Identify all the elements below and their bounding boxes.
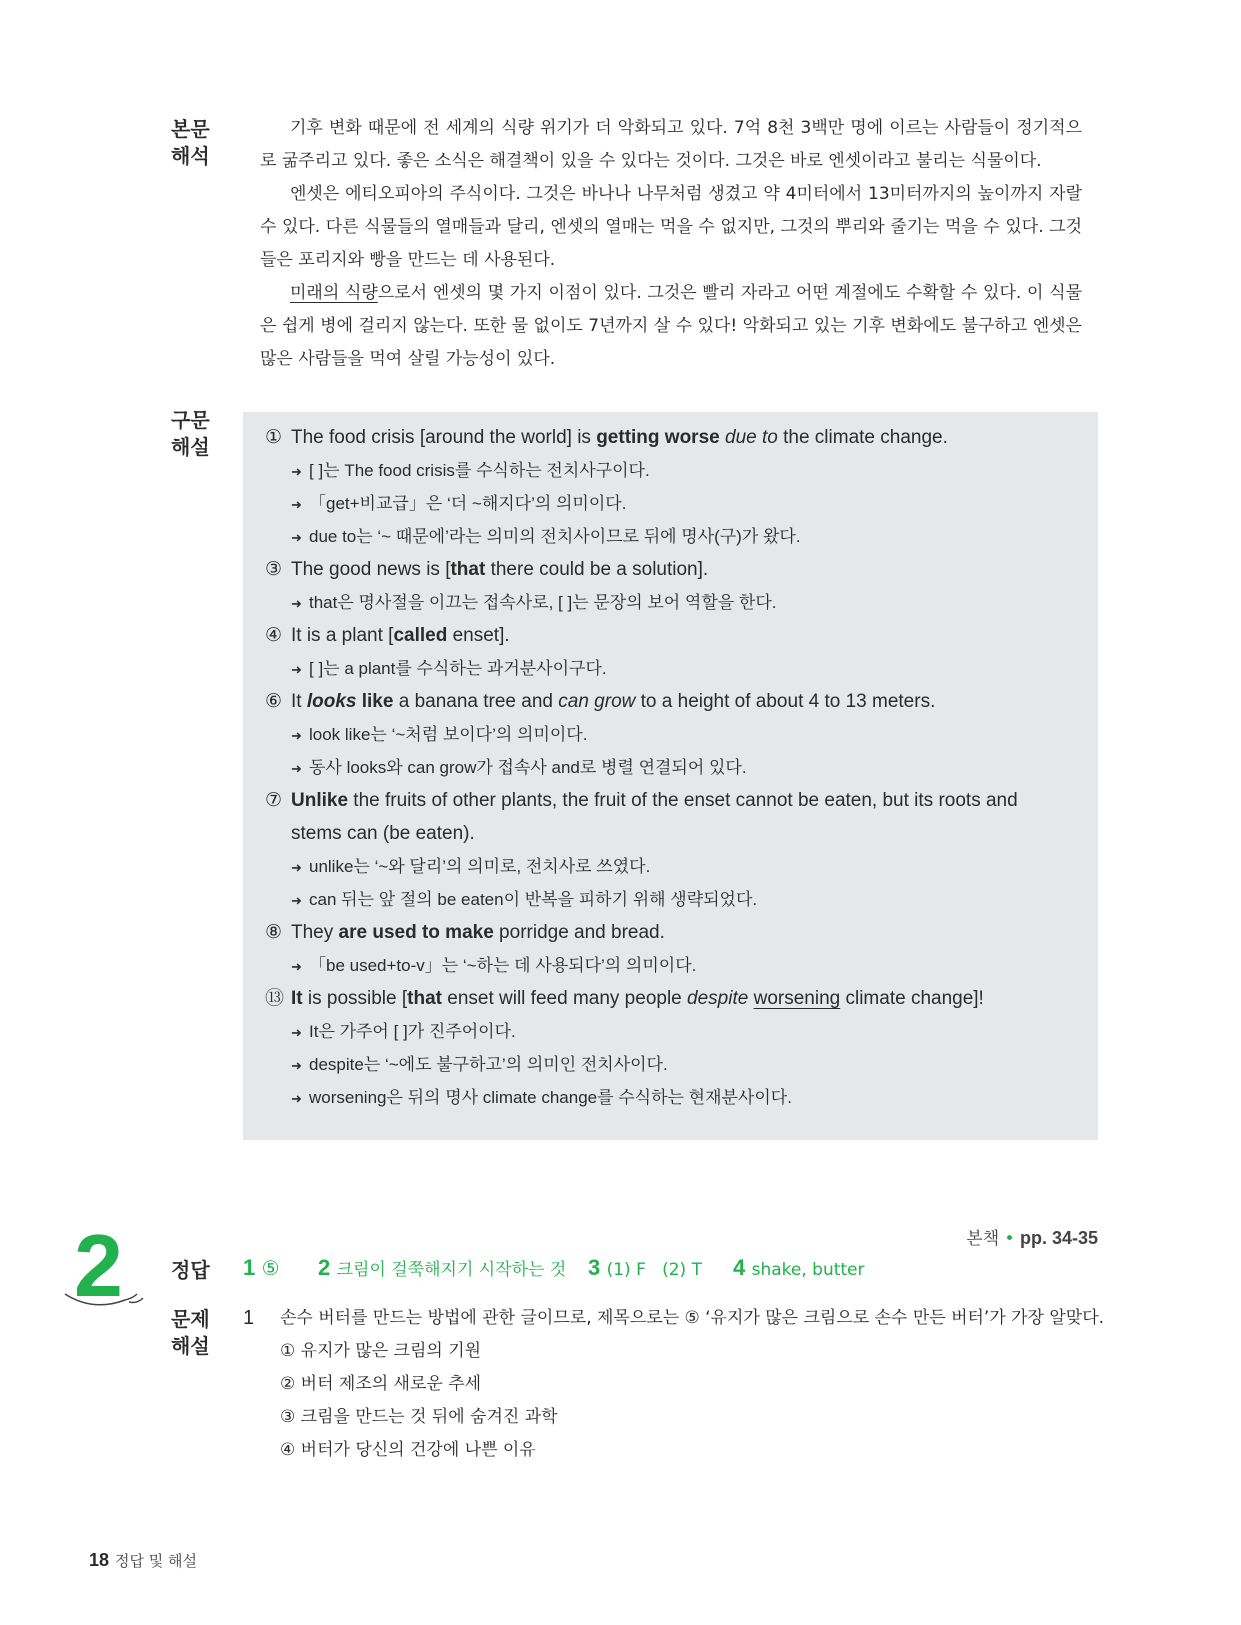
answer-text: ⑤: [261, 1256, 280, 1280]
sentence-underlined: worsening: [753, 988, 841, 1009]
option-text: ① 유지가 많은 크림의 기원: [280, 1341, 482, 1361]
option-text: ③ 크림을 만드는 것 뒤에 숨겨진 과학: [280, 1407, 558, 1427]
option-text: ② 버터 제조의 새로운 추세: [280, 1374, 482, 1394]
grammar-note-text: [ ]는 a plant를 수식하는 과거분사이구다.: [309, 659, 607, 678]
sentence-bold: Unlike: [291, 790, 349, 811]
sentence-text: enset].: [447, 625, 510, 646]
answer-item: [733, 1255, 865, 1281]
grammar-note-text: due to는 ‘~ 때문에’라는 의미의 전치사이므로 뒤에 명사(구)가 왔다.: [309, 527, 801, 546]
grammar-sentence: [265, 784, 1085, 817]
footer-text: 정답 및 해설: [115, 1552, 198, 1570]
grammar-note-text: [ ]는 The food crisis를 수식하는 전치사구이다.: [309, 461, 650, 480]
sentence-number: ⑧: [265, 922, 283, 943]
sentence-text: there could be a solution].: [485, 559, 709, 580]
sentence-bold: are used to make: [338, 922, 494, 943]
arrow-icon: ➜: [291, 959, 302, 974]
arrow-icon: ➜: [291, 1025, 302, 1040]
grammar-note-text: can 뒤는 앞 절의 be eaten이 반복을 피하기 위해 생략되었다.: [309, 890, 758, 909]
sentence-text: They: [291, 922, 339, 943]
arrow-icon: ➜: [291, 893, 302, 908]
answer-number: 1: [243, 1255, 256, 1280]
grammar-note-text: worsening은 뒤의 명사 climate change를 수식하는 현재분사이다.: [309, 1088, 792, 1107]
arrow-icon: ➜: [291, 860, 302, 875]
answer-item: [318, 1255, 566, 1281]
sentence-text: a banana tree and: [393, 691, 559, 712]
problem-label-line2: 해설: [171, 1334, 210, 1358]
translation-label-line2: 해석: [171, 144, 210, 168]
page-ref-prefix: 본책: [966, 1229, 1000, 1249]
translation-paragraph-1: 기후 변화 때문에 전 세계의 식량 위기가 더 악화되고 있다. 7억 8천 3백만 명에 이르는 사람들이 정기적으로 굶주리고 있다. 좋은 소식은 해결책이 있을 수 있다는 것이다. 그것은 바로 엔셋이라고 불리는 식물이다.: [260, 118, 1082, 171]
grammar-label-line1: 구문: [171, 408, 210, 432]
sentence-text: the fruits of other plants, the fruit of the enset cannot be eaten, but its roots and: [348, 790, 1018, 811]
grammar-note: [291, 1015, 1111, 1049]
sentence-text: climate change]!: [840, 988, 984, 1009]
problem-label: [171, 1306, 231, 1360]
sentence-number: ①: [265, 427, 283, 448]
translation-paragraph-2: 엔셋은 에티오피아의 주식이다. 그것은 바나나 나무처럼 생겼고 약 4미터에서 13미터까지의 높이까지 자랄 수 있다. 다른 식물들의 열매들과 달리, 엔셋의 열매는 먹을 수 없지만, 그것의 뿌리와 줄기는 먹을 수 있다. 그것들은 포리지와 빵을 만드는 데 사용된다.: [260, 184, 1082, 270]
grammar-note: [291, 487, 1111, 521]
sentence-number: ③: [265, 559, 283, 580]
sentence-text: the climate change.: [777, 427, 948, 448]
sentence-bold: It: [291, 988, 303, 1009]
arrow-icon: ➜: [291, 761, 302, 776]
answer-label-text: 정답: [171, 1258, 210, 1282]
translation-label: [171, 116, 231, 170]
grammar-sentence-continuation: [291, 817, 1111, 850]
grammar-sentence: [265, 685, 1085, 718]
sentence-italic: due to: [725, 427, 778, 448]
grammar-note-text: unlike는 ‘~와 달리’의 의미로, 전치사로 쓰였다.: [309, 857, 651, 876]
arrow-icon: ➜: [291, 1091, 302, 1106]
sentence-number: ④: [265, 625, 283, 646]
grammar-sentence: [265, 619, 1085, 652]
arrow-icon: ➜: [291, 596, 302, 611]
grammar-note: [291, 520, 1111, 554]
problem-number: 1: [243, 1307, 255, 1329]
answer-item: [243, 1255, 280, 1281]
answer-item: [588, 1255, 702, 1281]
sentence-number: ⑦: [265, 790, 283, 811]
page-reference: [966, 1224, 1098, 1249]
translation-label-line1: 본문: [171, 117, 210, 141]
sentence-bold: that: [407, 988, 442, 1009]
grammar-note: [291, 1048, 1111, 1082]
grammar-note: [291, 949, 1111, 983]
translation-paragraph-3: [260, 277, 1082, 376]
grammar-note: [291, 850, 1111, 884]
sentence-number: ⑬: [265, 988, 285, 1009]
sentence-bold: [307, 691, 357, 712]
sentence-bold-italic: looks: [306, 691, 357, 712]
problem-label-line1: 문제: [171, 1307, 210, 1331]
grammar-note: [291, 751, 1111, 785]
sentence-text: stems can (be eaten).: [291, 823, 475, 844]
grammar-note-text: 동사 looks와 can grow가 접속사 and로 병렬 연결되어 있다.: [309, 758, 747, 777]
option-text: ④ 버터가 당신의 건강에 나쁜 이유: [280, 1440, 536, 1460]
grammar-box: [243, 412, 1098, 1140]
grammar-note: [291, 586, 1111, 620]
grammar-note-text: It은 가주어 [ ]가 진주어이다.: [309, 1022, 516, 1041]
answer-number: 2: [318, 1255, 331, 1280]
grammar-note-text: 「get+비교급」은 ‘더 ~해지다’의 의미이다.: [309, 494, 627, 513]
grammar-note-text: 「be used+to-v」는 ‘~하는 데 사용되다’의 의미이다.: [309, 956, 697, 975]
sentence-text: porridge and bread.: [493, 922, 665, 943]
grammar-label-line2: 해설: [171, 435, 210, 459]
sentence-text: to a height of about 4 to 13 meters.: [635, 691, 936, 712]
grammar-sentence: [265, 916, 1085, 949]
answer-text: shake, butter: [751, 1260, 865, 1280]
page-number: 18: [89, 1550, 110, 1570]
grammar-note-text: look like는 ‘~처럼 보이다’의 의미이다.: [309, 725, 588, 744]
grammar-note: [291, 652, 1111, 686]
sentence-bold: called: [393, 625, 448, 646]
page-footer: [89, 1550, 197, 1571]
sentence-text: enset will feed many people: [441, 988, 688, 1009]
answer-number: 3: [588, 1255, 601, 1280]
sentence-text: The good news is [: [291, 559, 451, 580]
grammar-note: [291, 1081, 1111, 1115]
sentence-number: ⑥: [265, 691, 283, 712]
sentence-bold: that: [450, 559, 486, 580]
sentence-bold: like: [356, 691, 394, 712]
grammar-note: [291, 883, 1111, 917]
answer-text: (1) F (2) T: [606, 1260, 702, 1280]
grammar-note: [291, 454, 1111, 488]
problem-main-text: 손수 버터를 만드는 방법에 관한 글이므로, 제목으로는 ⑤ ‘유지가 많은 크림으로 손수 만든 버터’가 가장 알맞다.: [280, 1308, 1105, 1328]
grammar-note: [291, 718, 1111, 752]
page-ref-pages: pp. 34-35: [1019, 1228, 1098, 1248]
sentence-text: is possible [: [302, 988, 408, 1009]
grammar-label: [171, 407, 231, 461]
arrow-icon: ➜: [291, 497, 302, 512]
answer-text: 크림이 걸쭉해지기 시작하는 것: [336, 1260, 567, 1280]
arrow-icon: ➜: [291, 464, 302, 479]
sentence-italic: can grow: [558, 691, 636, 712]
swoosh-decoration-icon: [63, 1290, 145, 1312]
arrow-icon: ➜: [291, 662, 302, 677]
section-number: 2: [74, 1216, 123, 1315]
grammar-note-text: that은 명사절을 이끄는 접속사로, [ ]는 문장의 보어 역할을 한다.: [309, 593, 777, 612]
sentence-text: It is a plant [: [291, 625, 394, 646]
grammar-note-text: despite는 ‘~에도 불구하고’의 의미인 전치사이다.: [309, 1055, 668, 1074]
sentence-text: The food crisis [around the world] is: [291, 427, 597, 448]
arrow-icon: ➜: [291, 530, 302, 545]
arrow-icon: ➜: [291, 1058, 302, 1073]
sentence-italic: despite: [687, 988, 749, 1009]
answer-number: 4: [733, 1255, 746, 1280]
translation-paragraph-3-rest: 으로서 엔셋의 몇 가지 이점이 있다. 그것은 빨리 자라고 어떤 계절에도 수확할 수 있다. 이 식물은 쉽게 병에 걸리지 않는다. 또한 물 없이도 7년까지 살 수 있다! 악화되고 있는 기후 변화에도 불구하고 엔셋은 많은 사람들을 먹여 살릴 가능성이 있다.: [260, 283, 1082, 369]
grammar-sentence: [265, 421, 1085, 454]
sentence-bold: getting worse: [596, 427, 720, 448]
grammar-sentence: [265, 982, 1085, 1015]
underlined-phrase: 미래의 식량: [290, 283, 378, 303]
grammar-sentence: [265, 553, 1085, 586]
sentence-text: It: [291, 691, 307, 712]
translation-text: [260, 112, 1082, 376]
arrow-icon: ➜: [291, 728, 302, 743]
bullet-dot-icon: •: [1004, 1229, 1015, 1249]
answer-label: [171, 1257, 231, 1284]
